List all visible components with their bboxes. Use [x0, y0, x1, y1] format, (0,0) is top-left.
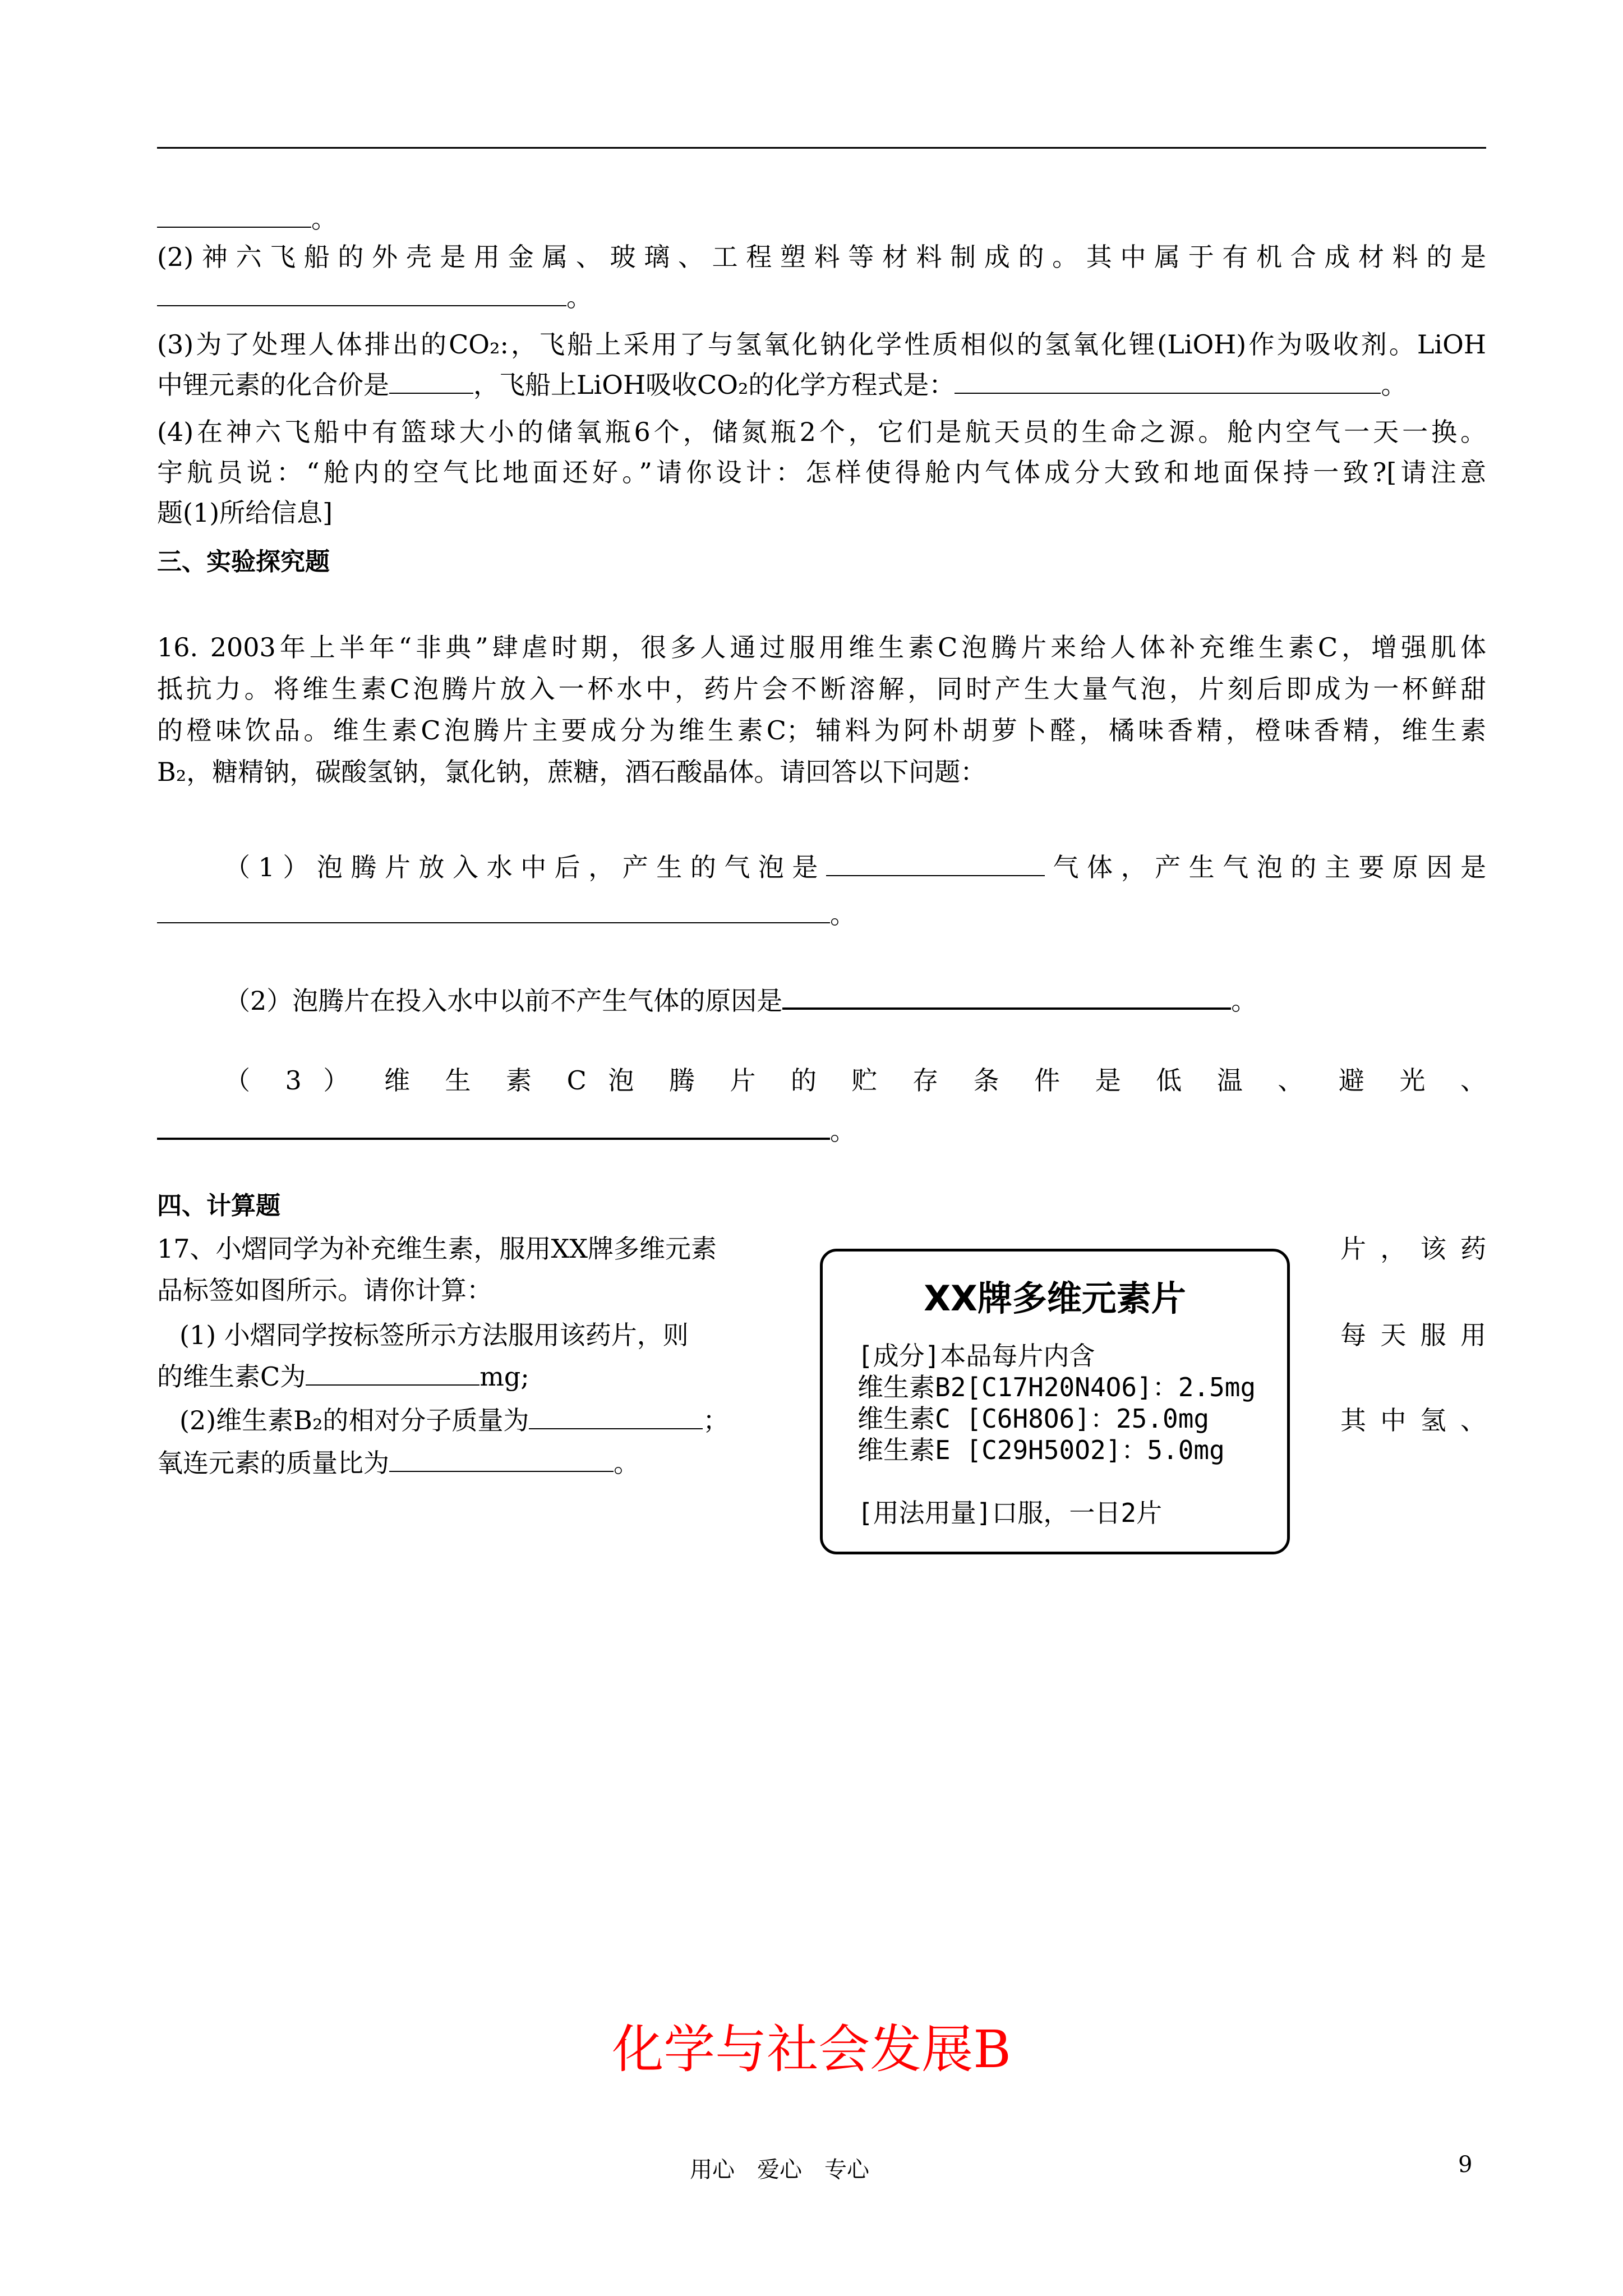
q17-line-6: 氧连元素的质量比为 。	[157, 1446, 808, 1480]
q16-sub2: （2）泡腾片在投入水中以前不产生气体的原因是 。	[224, 983, 1486, 1018]
q17-line-1-right: 片，该药	[1340, 1234, 1486, 1264]
answer-line-2: 。	[157, 280, 1486, 314]
medicine-label	[820, 1249, 1290, 1554]
reason-blank[interactable]	[157, 898, 830, 923]
gas-blank[interactable]	[826, 850, 1045, 876]
q16-sub1-answer: 。	[157, 898, 1486, 931]
answer-blank[interactable]	[157, 202, 311, 228]
page-number: 9	[1458, 2152, 1473, 2178]
valence-blank[interactable]	[389, 368, 473, 394]
question-part-4: (4)在神六飞船中有篮球大小的储氧瓶6个，储氮瓶2个，它们是航天员的生命之源。舱内空气一天一换。	[157, 417, 1486, 447]
vitamin-c-dose-blank[interactable]	[306, 1360, 479, 1386]
answer-blank[interactable]	[157, 280, 566, 306]
q16-sub3: （ 3 ） 维 生 素 C 泡 腾 片 的 贮 存 条 件 是 低 温 、 避 光 、	[224, 1065, 1486, 1096]
question-part-2: (2)神六飞船的外壳是用金属、玻璃、工程塑料等材料制成的。其中属于有机合成材料的是	[157, 242, 1486, 272]
footer-motto: 用心 爱心 专心	[690, 2157, 869, 2183]
q16-text-3: 的橙味饮品。维生素C泡腾片主要成分为维生素C；辅料为阿朴胡萝卜醛，橘味香精，橙味香精，维生素	[157, 715, 1486, 746]
q17-line-3-right: 每天服用	[1340, 1320, 1486, 1350]
label-vitamin-e: 维生素E [C29H50O2]：5.0mg	[857, 1435, 1225, 1465]
q16-text-1: 16. 2003年上半年“非典”肆虐时期，很多人通过服用维生素C泡腾片来给人体补充维生素C，增强肌体	[157, 632, 1486, 662]
storage-blank[interactable]	[157, 1113, 830, 1140]
q16-text-4: B₂，糖精钠，碳酸氢钠，氯化钠，蔗糖，酒石酸晶体。请回答以下问题：	[157, 757, 986, 787]
no-gas-reason-blank[interactable]	[782, 983, 1231, 1010]
question-part-4-end: 题(1)所给信息]	[157, 498, 333, 528]
header-rule	[157, 147, 1486, 149]
q17-line-5: (2)维生素B₂的相对分子质量为 ；	[179, 1404, 808, 1437]
q16-sub1: （1）泡腾片放入水中后，产生的气泡是 气体，产生气泡的主要原因是	[224, 850, 1486, 884]
q17-line-2-left: 品标签如图所示。请你计算：	[157, 1275, 492, 1305]
label-ingredients: [成分]本品每片内含	[857, 1341, 1095, 1371]
label-vitamin-c: 维生素C [C6H8O6]：25.0mg	[857, 1404, 1210, 1434]
section-heading-3: 三、实验探究题	[157, 547, 330, 576]
q17-line-5-right: 其中氢、	[1340, 1405, 1486, 1435]
q17-line-1-left: 17、小熠同学为补充维生素，服用XX牌多维元素	[157, 1234, 717, 1264]
molar-mass-blank[interactable]	[529, 1404, 703, 1429]
q17-line-3-left: (1) 小熠同学按标签所示方法服用该药片，则	[179, 1320, 689, 1350]
q16-sub3-answer: 。	[157, 1113, 1486, 1148]
question-part-3-cont: 中锂元素的化合价是 ，飞船上LiOH吸收CO₂的化学方程式是： 。	[157, 368, 1486, 402]
label-title: XX牌多维元素片	[924, 1278, 1186, 1319]
question-part-4-cont: 宇航员说：“舱内的空气比地面还好。”请你设计：怎样使得舱内气体成分大致和地面保持一致?[请注意	[157, 457, 1486, 487]
mass-ratio-blank[interactable]	[389, 1446, 614, 1472]
answer-line-1: 。	[157, 202, 1486, 236]
label-vitamin-b2: 维生素B2[C17H20N4O6]：2.5mg	[857, 1372, 1256, 1402]
question-part-3: (3)为了处理人体排出的CO₂:，飞船上采用了与氢氧化钠化学性质相似的氢氧化锂(LiOH)作为吸收剂。LiOH	[157, 329, 1486, 360]
q16-text-2: 抵抗力。将维生素C泡腾片放入一杯水中，药片会不断溶解，同时产生大量气泡，片刻后即成为一杯鲜甜	[157, 674, 1486, 704]
equation-blank[interactable]	[955, 368, 1381, 394]
red-footer-title: 化学与社会发展B	[612, 2019, 1011, 2079]
label-usage: [用法用量]口服，一日2片	[857, 1498, 1163, 1528]
section-heading-4: 四、计算题	[157, 1191, 280, 1220]
q17-line-4: 的维生素C为 mg;	[157, 1360, 808, 1393]
